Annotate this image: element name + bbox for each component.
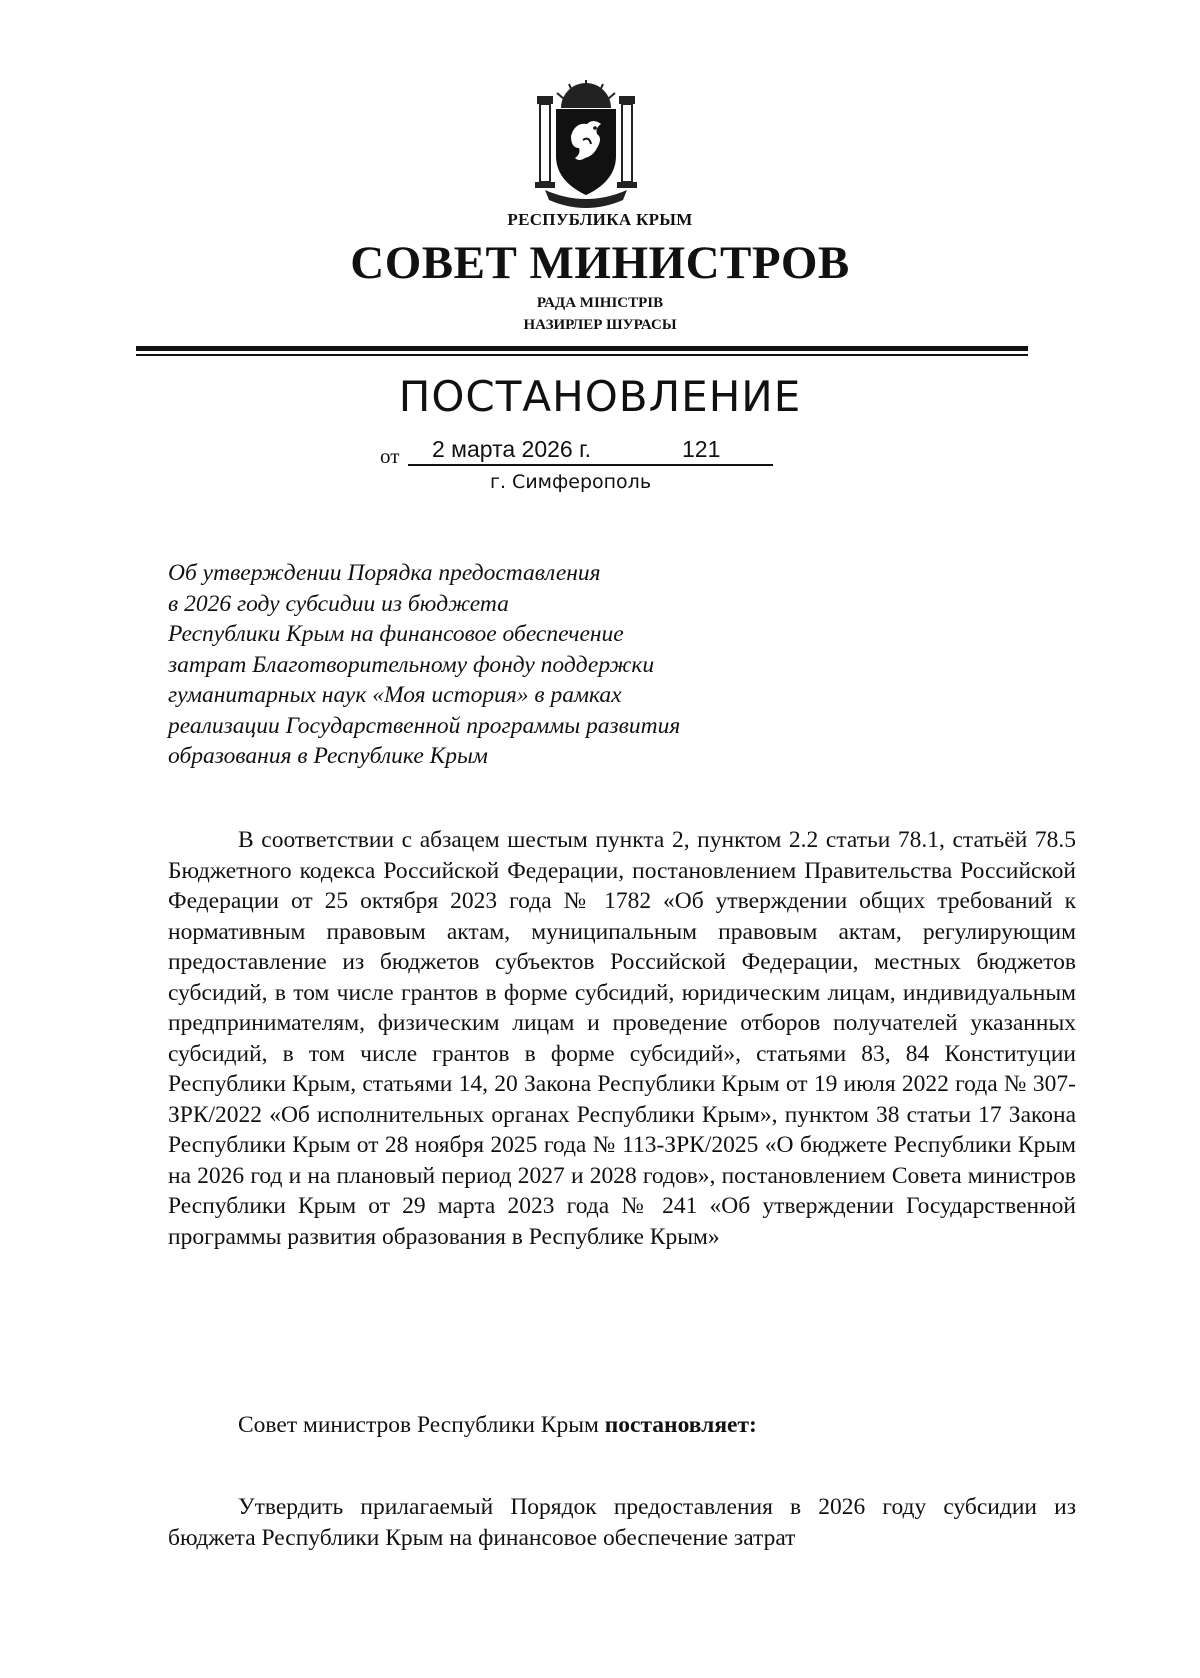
preamble-paragraph: В соответствии с абзацем шестым пункта 2, пунктом 2.2 статьи 78.1, статьёй 78.5 Бюджетного кодекса Российской Федерации, постановлением Правительства Российской Федерации от 25 октября 2023 года № 1782 «Об утверждении общих требований к нормативным правовым актам, муниципальным правовым актам, регулирующим предоставление из бюджетов субъектов Российской Федерации, местных бюджетов субсидий, в том числе грантов в форме субсидий, юридическим лицам, индивидуальным предпринимателям, физическим лицам и проведение отборов получателей указанных субсидий, в том числе грантов в форме субсидий», статьями 83, 84 Конституции Республики Крым, статьями 14, 20 Закона Республики Крым от 19 июля 2022 года № 307-ЗРК/2022 «Об исполнительных органах Республики Крым», пунктом 38 статьи 17 Закона Республики Крым от 28 ноября 2025 года № 113-ЗРК/2025 «О бюджете Республики Крым на 2026 год и на плановый период 2027 и 2028 годов», постановлением Совета министров Республики Крым от 29 марта 2023 года № 241 «Об утверждении Государственной программы развития образования в Республике Крым» (168, 827, 1076, 1250)
header-divider-thick (136, 346, 1028, 351)
crimea-coat-of-arms-icon (531, 78, 641, 208)
document-type: ПОСТАНОВЛЕНИЕ (398, 372, 802, 421)
council-name-crimean-tatar: НАЗИРЛЕР ШУРАСЫ (523, 317, 677, 333)
title-line: образования в Республике Крым (168, 743, 488, 769)
document-title (168, 558, 868, 772)
council-name: СОВЕТ МИНИСТРОВ (350, 237, 850, 289)
header-divider-thin (136, 354, 1028, 356)
council-name-ukrainian: РАДА МІНІСТРІВ (536, 295, 664, 311)
document-city: г. Симферополь (490, 471, 652, 493)
date-prefix: от (380, 444, 400, 468)
title-line: гуманитарных наук «Моя история» в рамках (168, 682, 622, 708)
title-line: затрат Благотворительному фонду поддержки (168, 651, 655, 678)
approval-paragraph: Утвердить прилагаемый Порядок предоставления в 2026 году субсидии из бюджета Республики Крым на финансовое обеспечение затрат (168, 1494, 1076, 1551)
title-line: в 2026 году субсидии из бюджета (168, 590, 509, 617)
resolves-prefix: Совет министров Республики Крым (238, 1412, 605, 1438)
republic-name: РЕСПУБЛИКА КРЫМ (507, 210, 693, 229)
resolves-keyword: постановляет: (604, 1412, 757, 1438)
document-date: 2 марта 2026 г. (432, 436, 592, 462)
title-line: Об утверждении Порядка предоставления (168, 560, 601, 586)
date-underline (408, 464, 773, 466)
title-line: реализации Государственной программы развития (168, 712, 681, 739)
document-number: 121 (682, 436, 721, 462)
resolves-paragraph (168, 1410, 1076, 1441)
title-line: Республики Крым на финансовое обеспечение (168, 621, 624, 647)
